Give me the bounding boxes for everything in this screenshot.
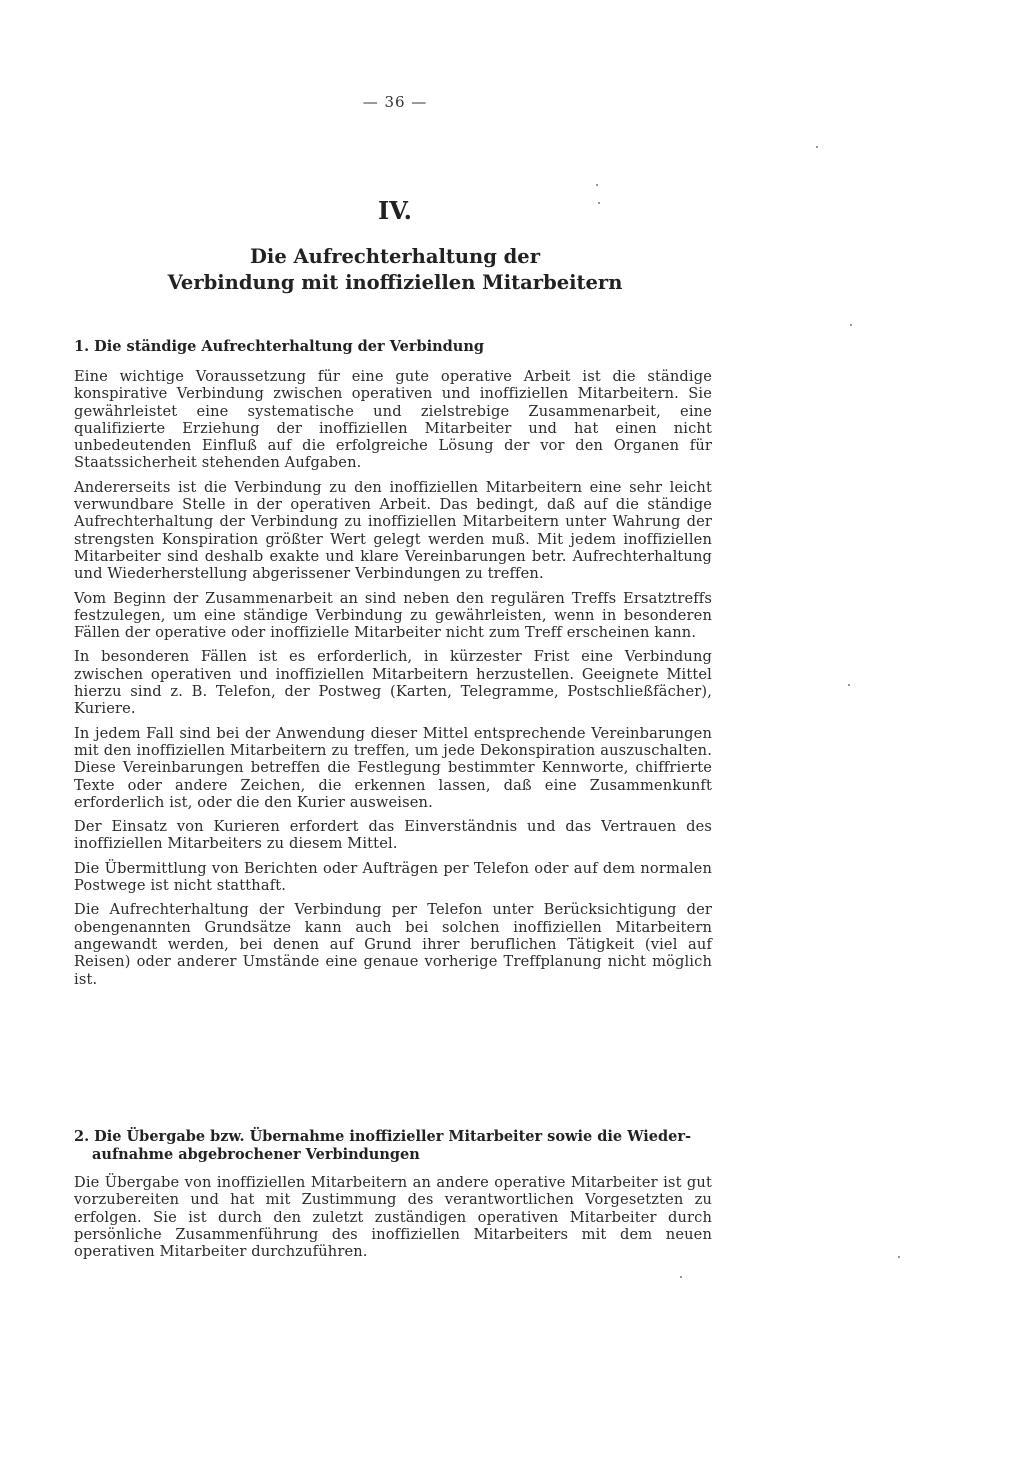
paragraph: Die Übermittlung von Berichten oder Aufträgen per Telefon oder auf dem normalen Postwege ist nicht statthaft. bbox=[74, 859, 712, 895]
paragraph: In jedem Fall sind bei der Anwendung dieser Mittel entsprechende Vereinbarungen mit den inoffiziellen Mitarbeitern zu treffen, um jede Dekonspiration auszuschalten. Diese Vereinbarungen betreffen die Festlegung bestimmter Kennworte, chiffrierte Texte oder andere Zeichen, die erkennen lassen, daß eine Zusammenkunft erforderlich ist, oder die den Kurier ausweisen. bbox=[74, 724, 712, 811]
section-2-heading-line2: aufnahme abgebrochener Verbindungen bbox=[92, 1146, 420, 1163]
section-1-body bbox=[74, 368, 712, 995]
paragraph: Andererseits ist die Verbindung zu den inoffiziellen Mitarbeitern eine sehr leicht verwundbare Stelle in der operativen Arbeit. Das bedingt, daß auf die ständige Aufrechterhaltung der Verbindung zu inoffiziellen Mitarbeitern unter Wahrung der strengsten Konspiration größter Wert gelegt werden muß. Mit jedem inoffiziellen Mitarbeiter sind deshalb exakte und klare Vereinbarungen betr. Aufrechterhaltung und Wiederherstellung abgerissener Verbindungen zu treffen. bbox=[74, 478, 712, 583]
scan-speck bbox=[680, 1276, 682, 1278]
paragraph: Der Einsatz von Kurieren erfordert das Einverständnis und das Vertrauen des inoffiziellen Mitarbeiters zu diesem Mittel. bbox=[74, 818, 712, 853]
paragraph: Die Übergabe von inoffiziellen Mitarbeitern an andere operative Mitarbeiter ist gut vorzubereiten und hat mit Zustimmung des verantwortlichen Vorgesetzten zu erfolgen. Sie ist durch den zuletzt zuständigen operativen Mitarbeiter durch persönliche Zusammenführung des inoffiziellen Mitarbeiters mit dem neuen operativen Mitarbeiter durchzuführen. bbox=[74, 1174, 712, 1261]
scan-speck bbox=[850, 324, 852, 326]
paragraph: Vom Beginn der Zusammenarbeit an sind neben den regulären Treffs Ersatztreffs festzulegen, um eine ständige Verbindung zu gewährleisten, wenn in besonderen Fällen der operative oder inoffizielle Mitarbeiter nicht zum Treff erscheinen kann. bbox=[74, 589, 712, 642]
paragraph: Die Aufrechterhaltung der Verbindung per Telefon unter Berücksichtigung der obengenannten Grundsätze kann auch bei solchen inoffiziellen Mitarbeitern angewandt werden, bei denen auf Grund ihrer beruflichen Tätigkeit (viel auf Reisen) oder anderer Umstände eine genaue vorherige Treffplanung nicht möglich ist. bbox=[74, 901, 712, 988]
chapter-title-line1: Die Aufrechterhaltung der bbox=[250, 245, 540, 268]
paragraph: Eine wichtige Voraussetzung für eine gute operative Arbeit ist die ständige konspirative Verbindung zwischen operativen und inoffiziellen Mitarbeitern. Sie gewährleistet eine systematische und zielstrebige Zusammenarbeit, eine qualifizierte Erziehung der inoffiziellen Mitarbeiter und hat einen nicht unbedeutenden Einfluß auf die erfolgreiche Lösung der vor den Organen für Staatssicherheit stehenden Aufgaben. bbox=[74, 368, 712, 472]
scan-speck bbox=[598, 202, 600, 204]
section-2-body bbox=[74, 1174, 712, 1267]
scan-speck bbox=[898, 1256, 900, 1258]
section-1-heading: 1. Die ständige Aufrechterhaltung der Verbindung bbox=[74, 338, 485, 355]
scan-speck bbox=[816, 146, 818, 148]
section-2-heading bbox=[74, 1128, 714, 1164]
scan-speck bbox=[596, 184, 598, 186]
paragraph: In besonderen Fällen ist es erforderlich, in kürzester Frist eine Verbindung zwischen operativen und inoffiziellen Mitarbeitern herzustellen. Geeignete Mittel hierzu sind z. B. Telefon, der Postweg (Karten, Telegramme, Postschließfächer), Kuriere. bbox=[74, 648, 712, 718]
scan-speck bbox=[848, 684, 850, 686]
chapter-number: IV. bbox=[377, 196, 412, 225]
chapter-title bbox=[0, 244, 790, 296]
chapter-title-line2: Verbindung mit inoffiziellen Mitarbeitern bbox=[167, 271, 623, 294]
page-number: — 36 — bbox=[362, 93, 428, 111]
section-2-heading-line1: 2. Die Übergabe bzw. Übernahme inoffizieller Mitarbeiter sowie die Wieder- bbox=[74, 1128, 691, 1145]
